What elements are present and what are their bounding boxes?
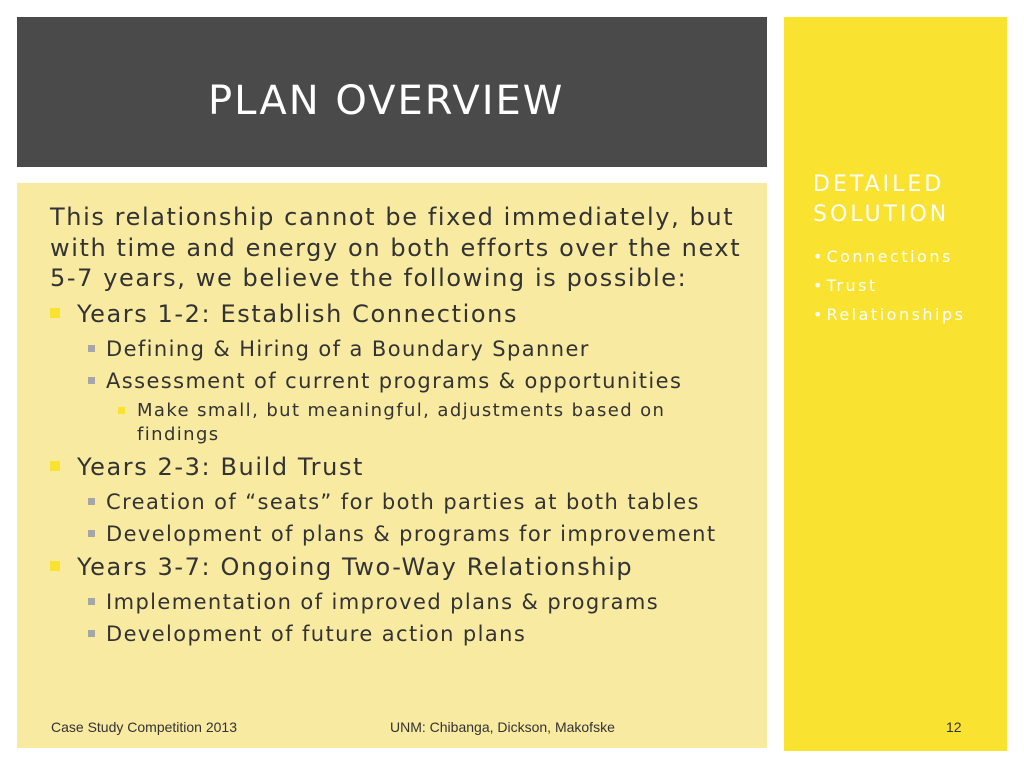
phase-label: Years 3-7: Ongoing Two-Way Relationship xyxy=(77,552,634,581)
intro-text: This relationship cannot be fixed immediately, but with time and energy on both efforts over the next 5-7 years, we believe the following is possible: xyxy=(50,203,742,292)
phase-subitem xyxy=(50,489,750,515)
subitem-label: Development of plans & programs for improvement xyxy=(106,521,717,546)
subsubitem-label: Make small, but meaningful, adjustments based on findings xyxy=(137,399,666,445)
square-bullet-icon xyxy=(88,630,95,637)
sidebar-list xyxy=(813,246,966,333)
phase-item xyxy=(50,299,750,330)
phase-subitem xyxy=(50,621,750,647)
phase-subitem xyxy=(50,368,750,394)
square-bullet-icon xyxy=(88,598,95,605)
sidebar-item-label: Relationships xyxy=(826,305,966,324)
square-bullet-icon xyxy=(88,498,95,505)
bullet-dot-icon: • xyxy=(813,247,823,266)
phase-item xyxy=(50,452,750,483)
bullet-dot-icon: • xyxy=(813,276,823,295)
bullet-dot-icon: • xyxy=(813,305,823,324)
sidebar-panel xyxy=(784,17,1007,751)
subitem-label: Assessment of current programs & opportunities xyxy=(106,368,683,393)
square-bullet-icon xyxy=(88,530,95,537)
footer-authors: UNM: Chibanga, Dickson, Makofske xyxy=(390,719,615,735)
square-bullet-icon xyxy=(50,308,60,318)
square-bullet-icon xyxy=(118,407,125,414)
subitem-label: Implementation of improved plans & programs xyxy=(106,589,660,614)
subitem-label: Creation of “seats” for both parties at both tables xyxy=(106,489,700,514)
square-bullet-icon xyxy=(50,561,60,571)
square-bullet-icon xyxy=(50,461,60,471)
phase-subitem xyxy=(50,589,750,615)
square-bullet-icon xyxy=(88,377,95,384)
sidebar-item-label: Connections xyxy=(826,247,953,266)
footer-left-text: Case Study Competition 2013 xyxy=(51,719,237,735)
phase-subitem xyxy=(50,521,750,547)
sidebar-item-label: Trust xyxy=(826,276,878,295)
square-bullet-icon xyxy=(88,345,95,352)
sidebar-item-relationships xyxy=(813,304,966,333)
page-number: 12 xyxy=(946,719,962,735)
phase-label: Years 2-3: Build Trust xyxy=(77,452,365,481)
subitem-label: Defining & Hiring of a Boundary Spanner xyxy=(106,336,590,361)
phase-subsubitem xyxy=(50,399,750,447)
slide-body xyxy=(50,202,750,647)
phase-label: Years 1-2: Establish Connections xyxy=(77,299,519,328)
phase-subitem xyxy=(50,336,750,362)
slide-title: PLAN OVERVIEW xyxy=(208,78,565,124)
phase-item xyxy=(50,552,750,583)
subitem-label: Development of future action plans xyxy=(106,621,527,646)
sidebar-item-connections xyxy=(813,246,966,275)
sidebar-item-trust xyxy=(813,275,966,304)
sidebar-heading: DETAILED SOLUTION xyxy=(813,172,950,227)
